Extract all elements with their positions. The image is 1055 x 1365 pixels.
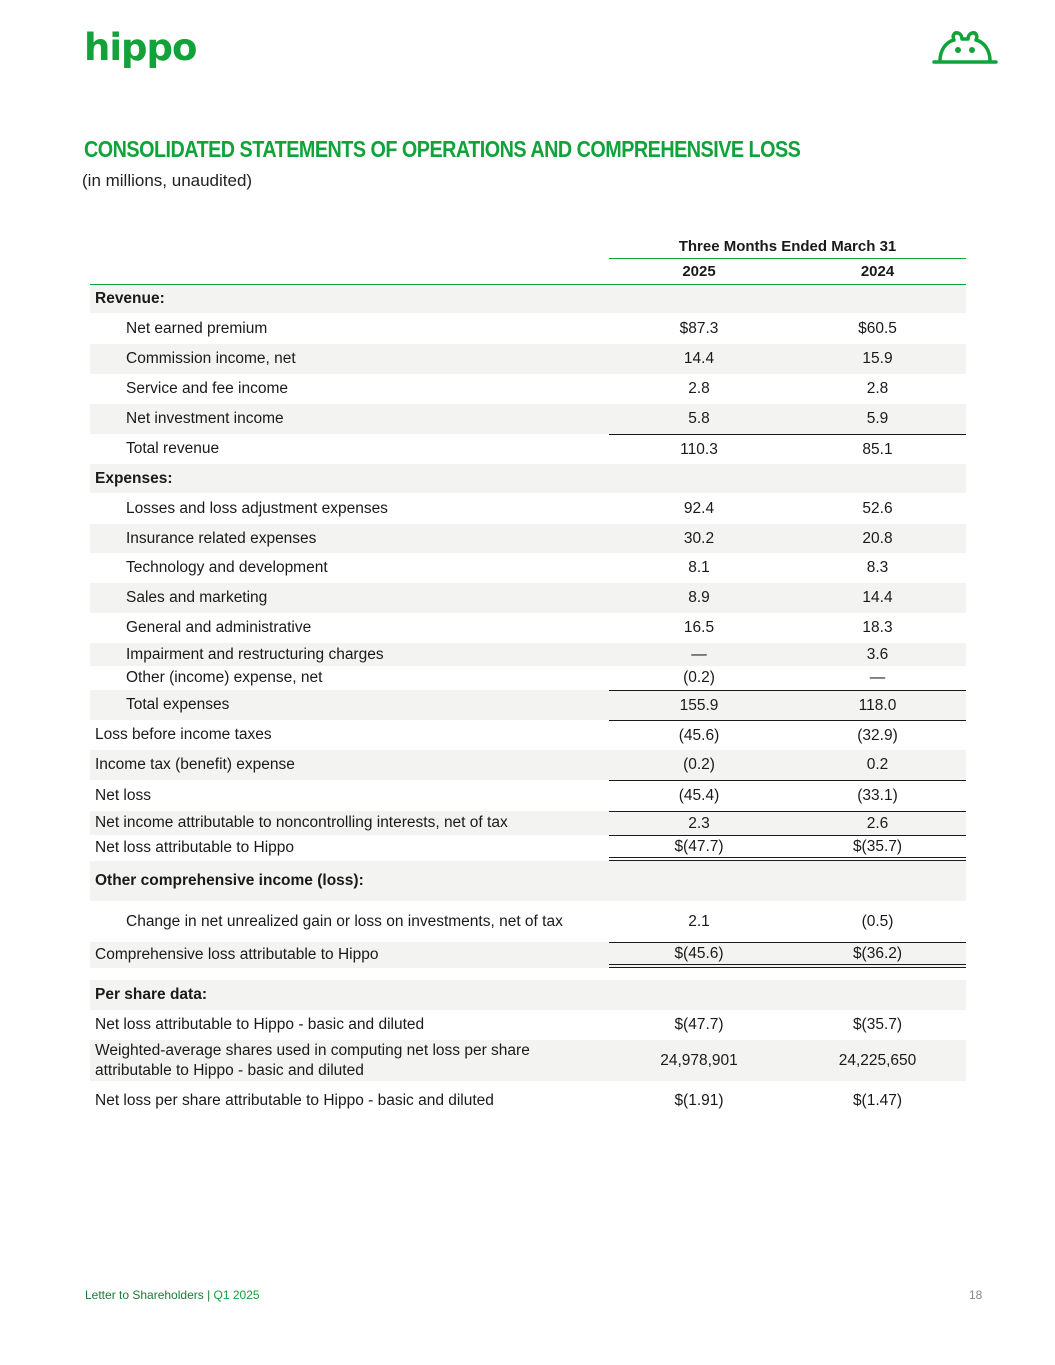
value-2024: 118.0 (789, 690, 966, 720)
table-row (90, 524, 966, 553)
value-2025: 16.5 (683, 619, 715, 636)
value-2025: 5.8 (688, 410, 710, 427)
hippo-logo: hippo (84, 26, 197, 69)
table-row (90, 811, 966, 835)
row-label: General and administrative (126, 619, 312, 636)
value-2025: 8.1 (688, 559, 710, 576)
value-2025: — (691, 645, 707, 663)
value-2024: $(36.2) (789, 942, 966, 968)
row-label (90, 1041, 609, 1081)
footer (85, 1288, 260, 1302)
value-2024: 15.9 (862, 350, 893, 367)
value-2024: (32.9) (789, 720, 966, 750)
row-label-line1: Weighted-average shares used in computing net loss per share (95, 1041, 530, 1059)
row-label: Technology and development (126, 559, 328, 576)
table-row (90, 1010, 966, 1040)
table-row (90, 643, 966, 666)
statements-table (90, 236, 966, 1121)
value-2024: 14.4 (862, 589, 893, 606)
value-2025: (0.2) (683, 669, 715, 686)
row-label: Per share data: (95, 986, 207, 1003)
table-row (90, 464, 966, 493)
value-2025: (0.2) (683, 756, 715, 773)
row-label: Income tax (benefit) expense (95, 756, 295, 773)
value-2024: 8.3 (866, 559, 889, 576)
value-2025: 110.3 (609, 434, 789, 464)
table-row (90, 344, 966, 374)
row-label: Net loss per share attributable to Hippo - basic and diluted (95, 1092, 494, 1109)
value-2024: 24,225,650 (838, 1051, 917, 1069)
row-label: Net loss attributable to Hippo - basic and diluted (95, 1016, 425, 1033)
row-label: Insurance related expenses (126, 529, 317, 547)
value-2024: $(35.7) (789, 835, 966, 861)
table-row (90, 666, 966, 690)
value-2024: 18.3 (862, 619, 893, 636)
table-row (90, 690, 966, 720)
table-row (90, 1081, 966, 1121)
value-2025: $(45.6) (609, 942, 789, 968)
row-label: Commission income, net (126, 350, 296, 367)
value-2024: 0.2 (866, 756, 889, 773)
value-2024: 85.1 (789, 434, 966, 464)
value-2024: 3.6 (866, 645, 889, 663)
value-2024: (0.5) (861, 912, 894, 930)
value-2024: — (869, 669, 886, 686)
table-row (90, 434, 966, 464)
row-label: Net earned premium (126, 319, 268, 337)
page-subtitle: (in millions, unaudited) (82, 171, 253, 190)
row-label: Change in net unrealized gain or loss on investments, net of tax (126, 912, 563, 930)
table-row (90, 404, 966, 434)
value-2025: $87.3 (679, 319, 719, 337)
value-2025: 24,978,901 (660, 1051, 738, 1069)
footer-text: Letter to Shareholders | (85, 1288, 214, 1302)
year-header-row (90, 258, 966, 285)
row-label: Expenses: (95, 469, 173, 487)
table-row (90, 285, 966, 313)
table-row (90, 780, 966, 811)
row-label: Losses and loss adjustment expenses (126, 499, 388, 517)
row-label: Loss before income taxes (95, 726, 272, 743)
value-2025: 8.9 (688, 589, 710, 606)
table-row (90, 493, 966, 524)
table-row (90, 613, 966, 643)
row-label: Net income attributable to noncontrolling interests, net of tax (95, 814, 508, 831)
value-2025: 30.2 (683, 529, 715, 547)
row-label: Net loss (95, 786, 151, 804)
row-label: Other (income) expense, net (126, 669, 323, 686)
value-2024: $(35.7) (852, 1016, 903, 1033)
table-row (90, 583, 966, 613)
value-2025: 2.1 (688, 912, 710, 930)
row-label: Impairment and restructuring charges (126, 645, 384, 663)
table-row (90, 1040, 966, 1081)
col-header-2024: 2024 (860, 263, 895, 280)
row-label: Other comprehensive income (loss): (95, 872, 364, 889)
col-header-2025: 2025 (682, 263, 716, 280)
value-2025: (45.4) (609, 780, 789, 811)
table-row (90, 835, 966, 861)
table-row (90, 553, 966, 583)
value-2024: 5.9 (866, 410, 889, 427)
row-label: Sales and marketing (126, 589, 268, 606)
row-label: Total expenses (126, 696, 230, 713)
value-2024: $60.5 (858, 319, 897, 337)
row-label: Net loss attributable to Hippo (95, 839, 295, 856)
period-header: Three Months Ended March 31 (678, 238, 897, 255)
period-header-row (90, 236, 966, 258)
value-2025: (45.6) (609, 720, 789, 750)
row-label-line2: attributable to Hippo - basic and diluted (95, 1061, 364, 1079)
value-2025: 155.9 (609, 690, 789, 720)
table-row (90, 313, 966, 344)
value-2024: 2.6 (789, 811, 966, 835)
value-2025: 14.4 (683, 350, 715, 367)
value-2025: $(1.91) (674, 1092, 724, 1109)
footer-quarter: Q1 2025 (213, 1288, 260, 1302)
value-2025: $(47.7) (609, 835, 789, 861)
value-2025: 2.3 (609, 811, 789, 835)
table-row (90, 942, 966, 968)
hippo-face-icon (930, 28, 1000, 66)
table-row (90, 720, 966, 750)
row-label: Revenue: (95, 290, 165, 307)
value-2025: 2.8 (688, 380, 710, 397)
table-row (90, 861, 966, 901)
table-row (90, 901, 966, 942)
value-2024: $(1.47) (852, 1092, 903, 1109)
value-2024: 2.8 (866, 380, 889, 397)
value-2024: (33.1) (789, 780, 966, 811)
value-2024: 52.6 (862, 499, 893, 517)
row-label: Service and fee income (126, 380, 288, 397)
table-row (90, 374, 966, 404)
value-2025: $(47.7) (674, 1016, 724, 1033)
table-row (90, 750, 966, 780)
page-number: 18 (969, 1288, 983, 1302)
row-label: Total revenue (126, 440, 220, 457)
table-row (90, 980, 966, 1010)
value-2024: 20.8 (862, 529, 893, 547)
page-title: CONSOLIDATED STATEMENTS OF OPERATIONS AND COMPREHENSIVE LOSS (84, 136, 801, 162)
row-label: Net investment income (126, 410, 284, 427)
value-2025: 92.4 (683, 499, 715, 517)
row-label: Comprehensive loss attributable to Hippo (95, 946, 379, 963)
